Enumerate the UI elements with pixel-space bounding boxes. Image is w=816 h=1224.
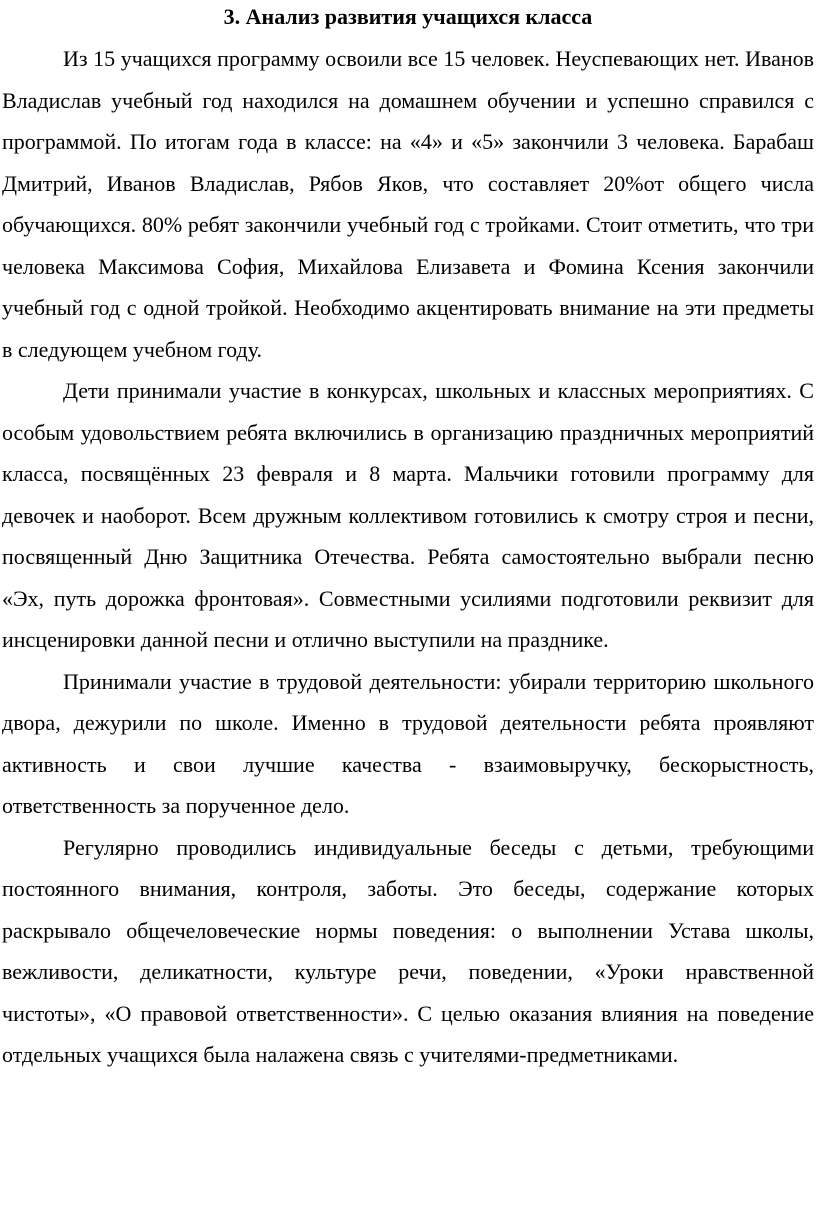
paragraph-events: Дети принимали участие в конкурсах, школьных и классных мероприятиях. С особым удовольствием ребята включились в организацию праздничных мероприятий класса, посвящённых 23 февраля и 8 марта. Мальчики готовили программу для девочек и наоборот. Всем дружным коллективом готовились к смотру строя и песни, посвященный Дню Защитника Отечества. Ребята самостоятельно выбрали песню «Эх, путь дорожка фронтовая». Совместными усилиями подготовили реквизит для инсценировки данной песни и отлично выступили на празднике. bbox=[2, 378, 814, 652]
section-title: 3. Анализ развития учащихся класса bbox=[223, 4, 593, 29]
paragraph-academic-results: Из 15 учащихся программу освоили все 15 человек. Неуспевающих нет. Иванов Владислав учебный год находился на домашнем обучении и успешно справился с программой. По итогам года в классе: на «4» и «5» закончили 3 человека. Барабаш Дмитрий, Иванов Владислав, Рябов Яков, что составляет 20%от общего числа обучающихся. 80% ребят закончили учебный год с тройками. Стоит отметить, что три человека Максимова София, Михайлова Елизавета и Фомина Ксения закончили учебный год с одной тройкой. Необходимо акцентировать внимание на эти предметы в следующем учебном году. bbox=[2, 46, 814, 362]
paragraph-individual-talks: Регулярно проводились индивидуальные беседы с детьми, требующими постоянного внимания, контроля, заботы. Это беседы, содержание которых раскрывало общечеловеческие нормы поведения: о выполнении Устава школы, вежливости, деликатности, культуре речи, поведении, «Уроки нравственной чистоты», «О правовой ответственности». С целью оказания влияния на поведение отдельных учащихся была налажена связь с учителями-предметниками. bbox=[2, 834, 814, 1067]
paragraph-labor-activity: Принимали участие в трудовой деятельности: убирали территорию школьного двора, дежурили по школе. Именно в трудовой деятельности ребята проявляют активность и свои лучшие качества - взаимовыручку, бескорыстность, ответственность за порученное дело. bbox=[2, 668, 814, 818]
